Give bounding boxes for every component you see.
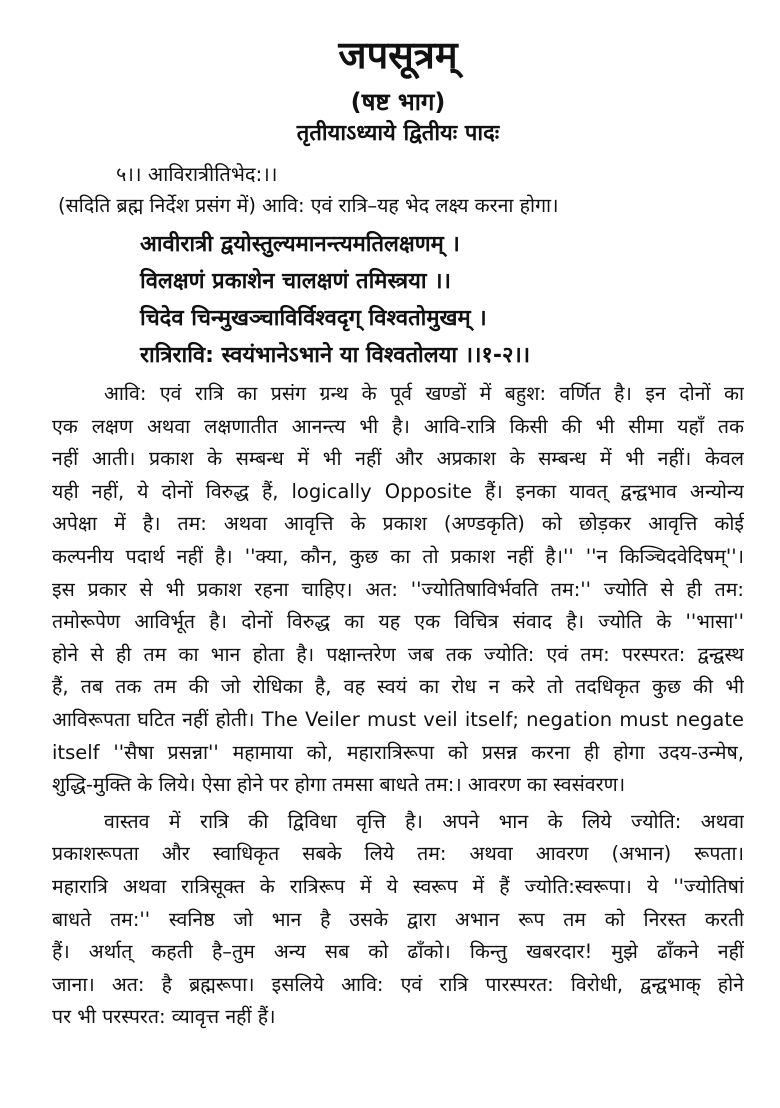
sutra-line: ५।। आविरात्रीतिभेद:।। <box>116 162 278 186</box>
paragraph-line: एक लक्षण अथवा लक्षणातीत आनन्त्य भी है। आवि-रात्रि किसी की भी सीमा यहाँ तक <box>52 414 744 438</box>
paragraph-line: होने से ही तम का भान होता है। पक्षान्तरेण जब तक ज्योति: एवं तम: परस्परत: द्वन्द्वस्थ <box>52 642 744 666</box>
section-heading: तृतीयाऽध्याये द्वितीयः पादः <box>296 121 500 146</box>
paragraph-line: हैं। अर्थात् कहती है–तुम अन्य सब को ढाँको। किन्तु खबरदार! मुझे ढाँकने नहीं <box>52 940 744 964</box>
paragraph-line: हैं, तब तक तम की जो रोधिका है, वह स्वयं का रोध न करे तो तदधिकृत कुछ की भी <box>52 675 744 699</box>
paragraph-line: कल्पनीय पदार्थ नहीं है। ''क्या, कौन, कुछ का तो प्रकाश नहीं है।'' ''न किञ्चिदवेदिषम्''। <box>52 544 744 568</box>
paragraph-2 <box>52 806 744 1034</box>
paragraph-line: इस प्रकार से भी प्रकाश रहना चाहिए। अत: ''ज्योतिषाविर्भवति तम:'' ज्योति से ही तम: <box>52 577 744 601</box>
paragraph-line: प्रकाशरूपता और स्वाधिकृत सबके लिये तम: अथवा आवरण (अभान) रूपता। <box>52 842 744 866</box>
verse-line: आवीरात्री द्वयोस्तुल्यमानन्त्यमतिलक्षणम् । <box>140 232 460 257</box>
verse-line: रात्रिरावि: स्वयंभानेऽभाने या विश्वतोलया ।।१-२।। <box>140 343 531 368</box>
paragraph-line: जाना। अत: है ब्रह्मरूपा। इसलिये आवि: एवं रात्रि पारस्परत: विरोधी, द्वन्द्वभाक् होने <box>52 972 744 996</box>
intro-note: (सदिति ब्रह्म निर्देश प्रसंग में) आवि: एवं रात्रि–यह भेद लक्ष्य करना होगा। <box>58 194 559 217</box>
page-subtitle: (षष्ट भाग) <box>350 88 446 116</box>
paragraph-line: बाधते तम:'' स्वनिष्ठ जो भान है उसके द्वारा अभान रूप तम को निरस्त करती <box>52 907 744 931</box>
verse-line: विलक्षणं प्रकाशेन चालक्षणं तमिस्त्रया ।। <box>140 269 451 294</box>
paragraph-line: अपेक्षा में है। तम: अथवा आवृत्ति के प्रकाश (अण्डकृति) को छोड़कर आवृत्ति कोई <box>52 512 744 536</box>
paragraph-line: शुद्धि-मुक्ति के लिये। ऐसा होने पर होगा तमसा बाधते तम:। आवरण का स्वसंवरण। <box>52 773 626 797</box>
page-title: जपसूत्रम् <box>338 33 458 77</box>
verse-block <box>52 226 744 374</box>
paragraph-line: आवि: एवं रात्रि का प्रसंग ग्रन्थ के पूर्व खण्डों में बहुश: वर्णित है। इन दोनों का <box>104 382 744 405</box>
paragraph-line: तमोरूपेण आविर्भूत है। दोनों विरुद्ध का यह एक विचित्र संवाद है। ज्योति के ''भासा'' <box>52 610 744 634</box>
paragraph-line: महारात्रि अथवा रात्रिसूक्त के रात्रिरूप में ये स्वरूप में हैं ज्योति:स्वरूपा। ये ''ज्योतिषां <box>52 874 744 898</box>
paragraph-line: वास्तव में रात्रि की द्विविधा वृत्ति है। अपने भान के लिये ज्योति: अथवा <box>104 809 744 833</box>
paragraph-line: पर भी परस्परत: व्यावृत्त नहीं हैं। <box>52 1005 276 1029</box>
paragraph-line: आविरूपता घटित नहीं होती। The Veiler must veil itself; negation must negate <box>52 707 744 731</box>
paragraph-line: यही नहीं, ये दोनों विरुद्ध हैं, logically Opposite हैं। इनका यावत् द्वन्द्वभाव अन्योन्य <box>52 479 744 503</box>
paragraph-line: itself ''सैषा प्रसन्ना'' महामाया को, महारात्रिरूपा को प्रसन्न करना ही होगा उदय-उन्मेष, <box>52 740 744 764</box>
paragraph-line: नहीं आती। प्रकाश के सम्बन्ध में भी नहीं और अप्रकाश के सम्बन्ध में भी नहीं। केवल <box>52 447 744 471</box>
verse-line: चिदेव चिन्मुखञ्चाविर्विश्वदृग् विश्वतोमुखम् । <box>140 306 487 331</box>
paragraph-1 <box>52 378 744 802</box>
